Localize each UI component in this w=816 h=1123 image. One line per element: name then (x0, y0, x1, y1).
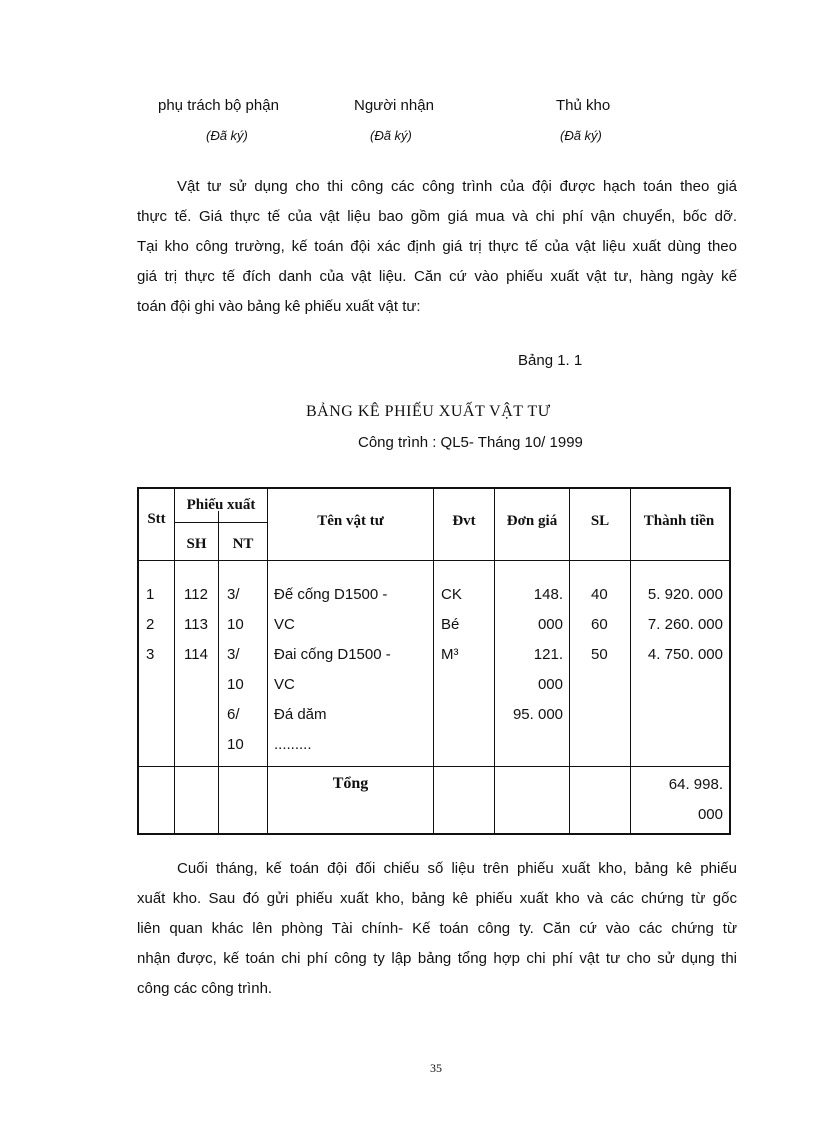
cell-ten-vat-tu: Đế cống D1500 - (274, 586, 388, 603)
cell-stt: 3 (146, 646, 155, 663)
total-value: 64. 998. (668, 776, 723, 793)
cell-don-gia: 148. (533, 586, 563, 603)
header-sh: SH (186, 536, 207, 552)
table-title: BẢNG KÊ PHIẾU XUẤT VẬT TƯ (306, 403, 551, 420)
cell-nt: 6/ (227, 706, 240, 723)
cell-ten-vat-tu: Đai cống D1500 - (274, 646, 391, 663)
cell-stt: 1 (146, 586, 155, 603)
table-subtitle: Công trình : QL5- Tháng 10/ 1999 (358, 434, 583, 451)
table-caption: Bảng 1. 1 (518, 352, 583, 369)
intro-line: thực tế. Giá thực tế của vật liệu bao gồm giá mua và chi phí vận chuyển, bốc dỡ. (137, 208, 737, 225)
cell-don-gia: 95. 000 (512, 706, 563, 723)
header-nt: NT (232, 536, 254, 552)
cell-nt: 3/ (227, 586, 240, 603)
cell-don-gia: 000 (537, 676, 563, 693)
total-label: Tổng (332, 775, 369, 792)
cell-thanh-tien: 5. 920. 000 (647, 586, 723, 603)
cell-thanh-tien: 4. 750. 000 (647, 646, 723, 663)
cell-sl: 60 (591, 616, 608, 633)
material-issue-table (137, 487, 731, 835)
header-sl: SL (590, 513, 610, 529)
closing-line: xuất kho. Sau đó gửi phiếu xuất kho, bảng kê phiếu xuất kho và các chứng từ gốc (137, 890, 737, 907)
cell-sh: 112 (184, 586, 208, 603)
cell-don-gia: 121. (533, 646, 563, 663)
signature-note-1: (Đã ký) (206, 128, 248, 143)
closing-paragraph (137, 854, 737, 1004)
signature-role-1: phụ trách bộ phận (158, 97, 279, 114)
total-value: 000 (697, 806, 723, 823)
intro-line: toán đội ghi vào bảng kê phiếu xuất vật tư: (137, 298, 421, 315)
cell-dvt: CK (441, 586, 462, 603)
cell-ten-vat-tu: Đá dăm (274, 706, 327, 723)
cell-sl: 40 (591, 586, 608, 603)
closing-line: liên quan khác lên phòng Tài chính- Kế toán công ty. Căn cứ vào các chứng từ (137, 920, 737, 937)
cell-sl: 50 (591, 646, 608, 663)
closing-line: Cuối tháng, kế toán đội đối chiếu số liệu trên phiếu xuất kho, bảng kê phiếu (177, 860, 737, 877)
cell-ten-vat-tu: VC (274, 616, 295, 633)
signature-note-2: (Đã ký) (370, 128, 412, 143)
header-ten-vat-tu: Tên vật tư (317, 513, 384, 529)
cell-don-gia: 000 (537, 616, 563, 633)
header-thanh-tien: Thành tiền (643, 513, 715, 529)
header-don-gia: Đơn giá (506, 513, 558, 529)
header-stt: Stt (147, 511, 166, 527)
header-dvt: Đvt (452, 513, 476, 529)
closing-line: công các công trình. (137, 980, 273, 997)
cell-ten-vat-tu: ......... (274, 736, 312, 753)
signature-role-3: Thủ kho (556, 97, 611, 114)
intro-line: giá trị thực tế đích danh của vật liệu. Căn cứ vào phiếu xuất vật tư, hàng ngày kế (137, 268, 737, 285)
cell-sh: 113 (184, 616, 208, 633)
cell-dvt: Bé (441, 616, 460, 633)
cell-thanh-tien: 7. 260. 000 (647, 616, 723, 633)
intro-line: Tại kho công trường, kế toán đội xác định giá trị thực tế của vật liệu xuất dùng theo (137, 238, 737, 255)
intro-paragraph (137, 172, 737, 322)
cell-nt: 10 (227, 736, 244, 753)
signature-role-2: Người nhận (354, 97, 434, 114)
cell-nt: 10 (227, 616, 244, 633)
closing-line: nhận được, kế toán chi phí công ty lập bảng tổng hợp chi phí vật tư cho sử dụng thi (137, 950, 737, 967)
intro-line: Vật tư sử dụng cho thi công các công trình của đội được hạch toán theo giá (177, 178, 737, 195)
page-number: 35 (430, 1061, 442, 1075)
cell-nt: 3/ (227, 646, 240, 663)
cell-stt: 2 (146, 616, 155, 633)
header-phieu-xuat: Phiếu xuất (186, 497, 256, 513)
cell-nt: 10 (227, 676, 244, 693)
cell-ten-vat-tu: VC (274, 676, 295, 693)
signature-note-3: (Đã ký) (560, 128, 602, 143)
cell-sh: 114 (184, 646, 208, 663)
cell-dvt: M³ (441, 646, 459, 663)
